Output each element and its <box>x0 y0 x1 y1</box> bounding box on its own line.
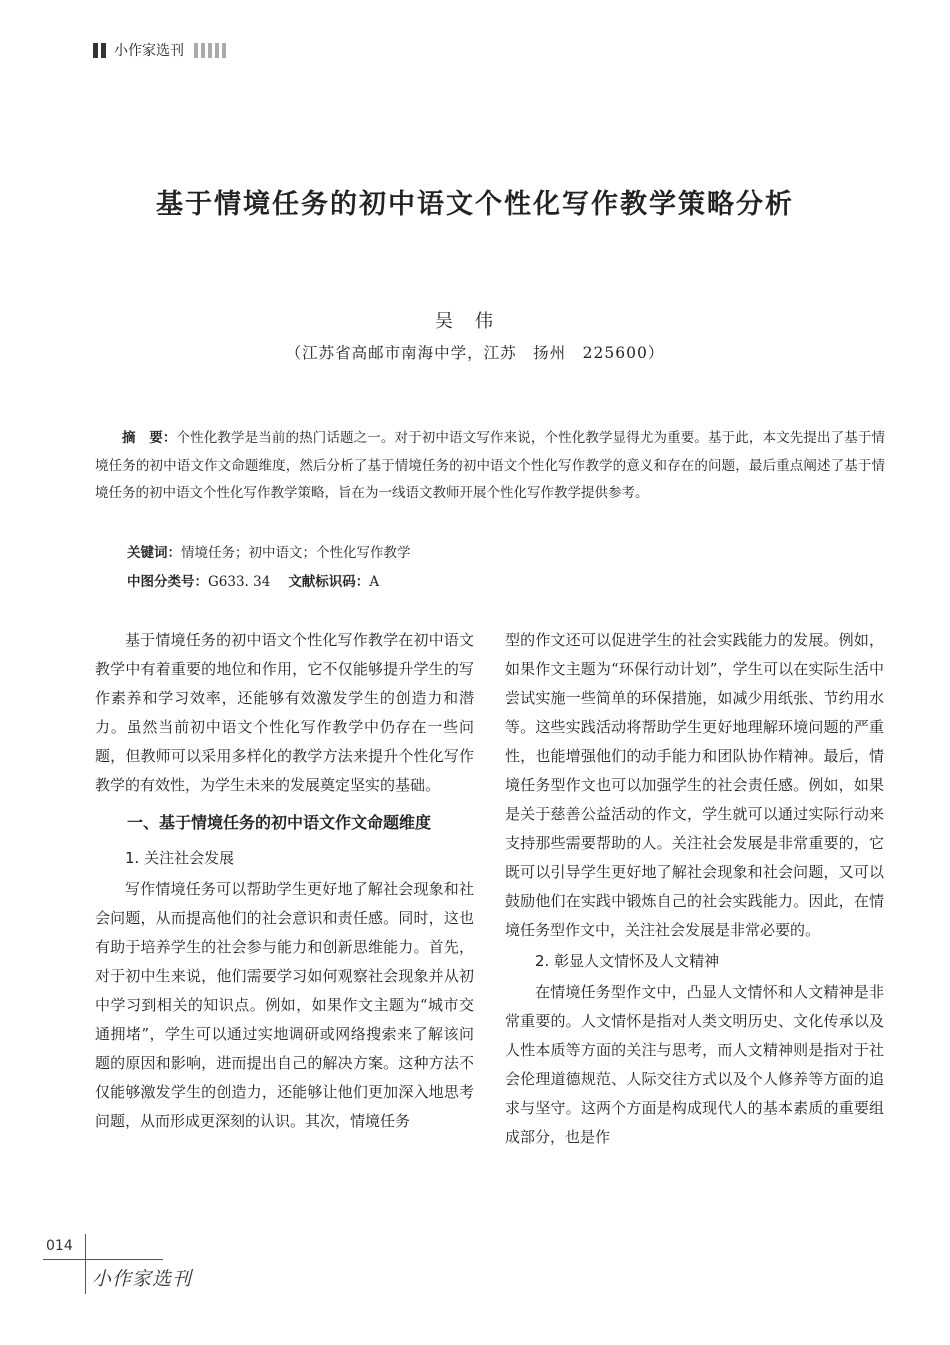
clc-label: 中图分类号： <box>127 574 208 590</box>
section-heading-1: 一、基于情境任务的初中语文作文命题维度 <box>127 813 432 832</box>
paragraph-humanities: 在情境任务型作文中，凸显人文情怀和人文精神是非常重要的。人文情怀是指对人类文明历史、文化传承以及人性本质等方面的关注与思考，而人文精神则是指对于社会伦理道德规范、人际交往方式以及个人修养等方面的追求与坚守。这两个方面是构成现代人的基本素质的重要组成部分，也是作 <box>505 983 884 1146</box>
author-affiliation: （江苏省高邮市南海中学，江苏 扬州 225600） <box>285 344 665 362</box>
subsection-heading-1: 1. 关注社会发展 <box>125 849 235 867</box>
article-title: 基于情境任务的初中语文个性化写作教学策略分析 <box>156 189 794 220</box>
journal-logo: 小作家选刊 <box>92 1268 193 1290</box>
footer-divider <box>43 1259 163 1260</box>
paragraph-social-development: 写作情境任务可以帮助学生更好地了解社会现象和社会问题，从而提高他们的社会意识和责任感。同时，这也有助于培养学生的社会参与能力和创新思维能力。首先，对于初中生来说，他们需要学习如何观察社会现象并从初中学习到相关的知识点。例如，如果作文主题为“城市交通拥堵”，学生可以通过实地调研或网络搜索来了解该问题的原因和影响，进而提出自己的解决方案。这种方法不仅能够激发学生的创造力，还能够让他们更加深入地思考问题，从而形成更深刻的认识。其次，情境任务 <box>95 880 474 1130</box>
subsection-heading-2: 2. 彰显人文情怀及人文精神 <box>535 952 720 970</box>
keywords-label: 关键词： <box>127 545 181 561</box>
page-number: 014 <box>46 1238 73 1254</box>
doc-code-label: 文献标识码： <box>288 574 370 590</box>
clc-value: G633. 34 <box>208 574 271 590</box>
intro-paragraph: 基于情境任务的初中语文个性化写作教学在初中语文教学中有着重要的地位和作用，它不仅能够提升学生的写作素养和学习效率，还能够有效激发学生的创造力和潜力。虽然当前初中语文个性化写作教学中仍存在一些问题，但教师可以采用多样化的教学方法来提升个性化写作教学的有效性，为学生未来的发展奠定坚实的基础。 <box>95 631 474 794</box>
header-bars-left <box>93 43 106 58</box>
header-bars-right <box>194 43 226 58</box>
abstract-text: 个性化教学是当前的热门话题之一。对于初中语文写作来说，个性化教学显得尤为重要。基于此，本文先提出了基于情境任务的初中语文作文命题维度，然后分析了基于情境任务的初中语文个性化写作教学的意义和存在的问题，最后重点阐述了基于情境任务的初中语文个性化写作教学策略，旨在为一线语文教师开展个性化写作教学提供参考。 <box>95 430 886 501</box>
doc-code-value: A <box>369 574 380 590</box>
journal-header <box>93 40 226 60</box>
body-column-left <box>95 626 474 1136</box>
abstract-label: 摘 要： <box>122 430 177 446</box>
paragraph-continued: 型的作文还可以促进学生的社会实践能力的发展。例如，如果作文主题为“环保行动计划”，学生可以在实际生活中尝试实施一些简单的环保措施，如减少用纸张、节约用水等。这些实践活动将帮助学生更好地理解环境问题的严重性，也能增强他们的动手能力和团队协作精神。最后，情境任务型作文也可以加强学生的社会责任感。例如，如果是关于慈善公益活动的作文，学生就可以通过实际行动来支持那些需要帮助的人。关注社会发展是非常重要的，它既可以引导学生更好地了解社会现象和社会问题，又可以鼓励他们在实践中锻炼自己的社会实践能力。因此，在情境任务型作文中，关注社会发展是非常必要的。 <box>505 631 884 939</box>
keywords-text: 情境任务；初中语文；个性化写作教学 <box>181 545 411 561</box>
footer-vertical-divider <box>85 1234 86 1294</box>
journal-name: 小作家选刊 <box>114 43 184 59</box>
abstract <box>95 425 885 508</box>
keywords <box>127 541 411 561</box>
classification <box>127 570 379 590</box>
article-author: 吴伟 <box>435 311 515 332</box>
body-column-right <box>505 626 884 1152</box>
